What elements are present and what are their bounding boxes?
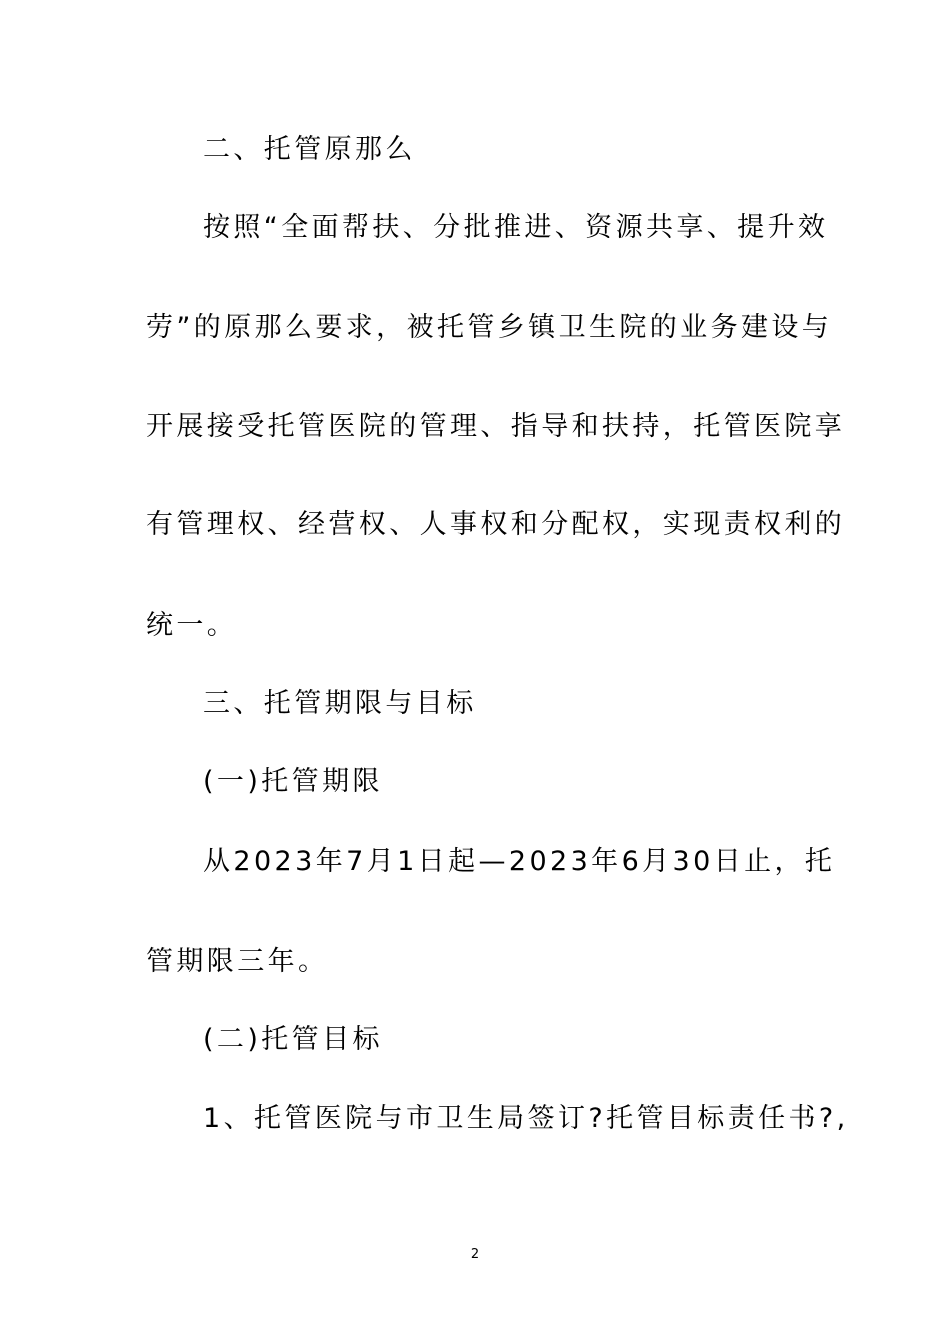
page-number: 2 xyxy=(470,1247,480,1262)
section-heading-principles: 二、托管原那么 xyxy=(203,134,416,165)
paragraph-line: 1、托管医院与市卫生局签订?托管目标责任书?, xyxy=(203,1103,849,1134)
subsection-heading-goals: (二)托管目标 xyxy=(203,1024,383,1055)
subsection-heading-term: (一)托管期限 xyxy=(203,766,383,797)
paragraph-line: 按照“全面帮扶、分批推进、资源共享、提升效 xyxy=(203,212,829,243)
section-heading-term-goals: 三、托管期限与目标 xyxy=(203,688,477,719)
paragraph-line: 开展接受托管医院的管理、指导和扶持，托管医院享 xyxy=(146,411,846,442)
paragraph-line: 统一。 xyxy=(146,610,238,641)
paragraph-line: 劳”的原那么要求，被托管乡镇卫生院的业务建设与 xyxy=(146,312,833,343)
paragraph-line: 管期限三年。 xyxy=(146,946,329,977)
paragraph-line: 有管理权、经营权、人事权和分配权，实现责权利的 xyxy=(146,509,846,540)
paragraph-line: 从2023年7月1日起—2023年6月30日止，托 xyxy=(203,846,836,877)
